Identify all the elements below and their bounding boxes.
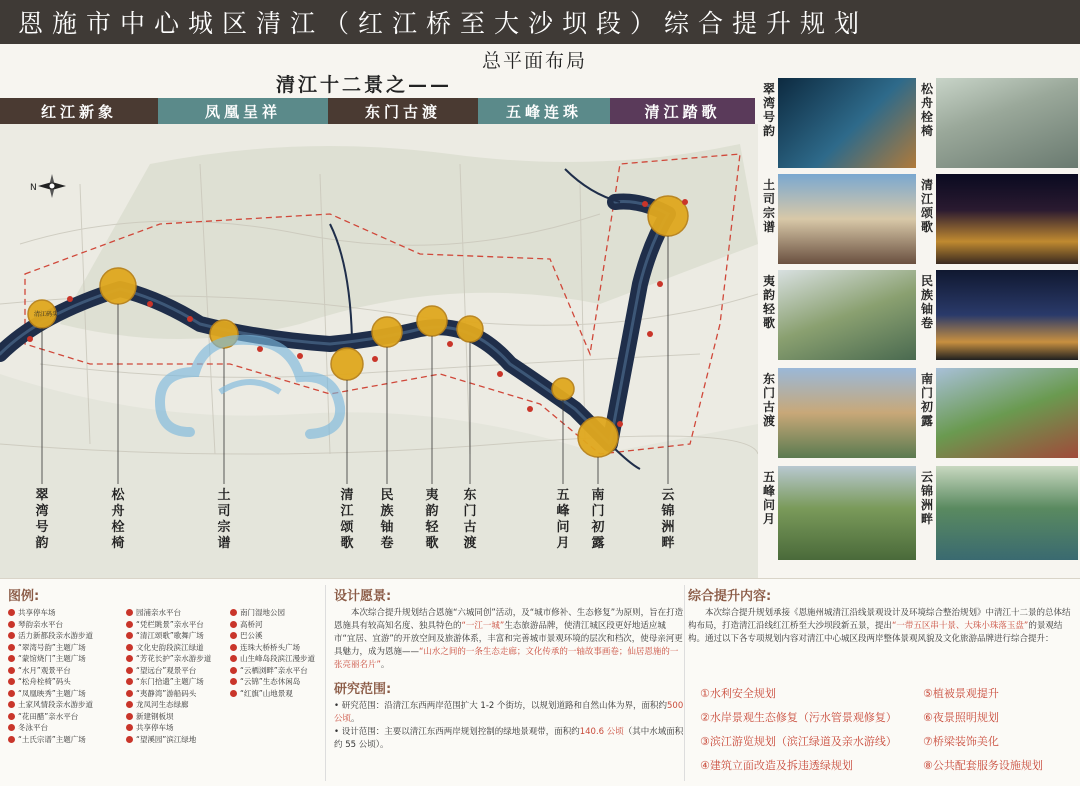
legend-item: 冬泳平台 xyxy=(8,722,114,734)
legend-marker xyxy=(126,713,133,720)
legend-marker xyxy=(126,621,133,628)
node-label: 清江码头 xyxy=(34,311,59,318)
master-plan-map xyxy=(0,124,758,578)
legend-marker xyxy=(230,621,237,628)
legend-marker xyxy=(126,724,133,731)
legend-item: 南门湿地公园 xyxy=(230,607,336,619)
content-item: ⑥夜景照明规划 xyxy=(923,711,999,724)
content-intro: 本次综合提升规划承接《恩施州城清江沿线景观设计及环境综合整治规划》中清江十二景的总体结构布局，打造清江沿线红江桥至大沙坝段新五景，提出“一带五区串十景、大珠小珠落玉盘”的景观结构。通过以下各专项规划内容对清江中心城区段两岸整体景观风貌及文化旅游品牌进行综合提升： xyxy=(688,608,1071,644)
callout-dongmen: 东门古渡 xyxy=(463,488,477,551)
legend-item: “松舟栓椅”码头 xyxy=(8,676,114,688)
photo-image xyxy=(936,174,1078,264)
legend-marker xyxy=(230,655,237,662)
legend-item: 活力新都段亲水游步道 xyxy=(8,630,114,642)
photo-row xyxy=(760,270,1078,360)
legend-item: “望远台”观景平台 xyxy=(126,665,232,677)
legend-item: “凤凰映秀”主题广场 xyxy=(8,688,114,700)
legend-item: 文化史韵段滨江绿道 xyxy=(126,642,232,654)
photo-caption: 土司宗谱 xyxy=(762,178,775,234)
legend-item: 山生峰岛段滨江漫步道 xyxy=(230,653,336,665)
photo-image xyxy=(778,368,916,458)
legend-item: “云栖浏畔”亲水平台 xyxy=(230,665,336,677)
photo-image xyxy=(936,270,1078,360)
callout-songzhou: 松舟栓椅 xyxy=(111,488,125,551)
callout-tusi: 土司宗谱 xyxy=(217,488,231,551)
content-item: ④建筑立面改造及拆违透绿规划 xyxy=(700,759,853,772)
photo-row xyxy=(760,466,1078,560)
legend-item: 共享停车场 xyxy=(8,607,114,619)
legend-marker xyxy=(8,736,15,743)
content-item: ⑧公共配套服务设施规划 xyxy=(923,759,1043,772)
legend-marker xyxy=(8,713,15,720)
legend-marker xyxy=(8,655,15,662)
legend-item: 龙凤河生态绿廊 xyxy=(126,699,232,711)
legend-item: 连珠大桥桥头广场 xyxy=(230,642,336,654)
tab-dongmen[interactable]: 东门古渡 xyxy=(328,98,478,124)
legend-item: 新建钢板坝 xyxy=(126,711,232,723)
subtitle: 总平面布局 xyxy=(482,50,588,72)
legend-marker xyxy=(230,632,237,639)
content-item: ③滨江游览规划（滨江绿道及亲水游线） xyxy=(700,735,897,748)
callout-wufeng: 五峰问月 xyxy=(556,488,570,551)
photo-image xyxy=(778,466,916,560)
legend-item: 园浦亲水平台 xyxy=(126,607,232,619)
page-title: 恩施市中心城区清江（红江桥至大沙坝段）综合提升规划 xyxy=(18,9,869,38)
content-item: ⑦桥梁装饰美化 xyxy=(923,735,999,748)
photo-image xyxy=(936,466,1078,560)
photo-caption: 夷韵轻歌 xyxy=(762,274,775,330)
research-title: 研究范围: xyxy=(334,682,392,697)
photo-caption: 五峰问月 xyxy=(762,470,775,526)
legend-marker xyxy=(126,736,133,743)
legend-item: 高桥河 xyxy=(230,619,336,631)
legend-marker xyxy=(8,678,15,685)
photo-image xyxy=(936,78,1078,168)
content-item: ②水岸景观生态修复（污水管景观修复） xyxy=(700,711,897,724)
scenic-heading: 清江十二景之—— xyxy=(276,74,453,96)
legend-title: 图例: xyxy=(8,589,40,604)
legend-column xyxy=(230,607,336,699)
legend-item: “凭栏眺景”亲水平台 xyxy=(126,619,232,631)
scenic-photo-grid xyxy=(760,78,1078,560)
callout-yunjin: 云锦洲畔 xyxy=(661,488,675,551)
legend-marker xyxy=(8,701,15,708)
legend-item: “花田醋”亲水平台 xyxy=(8,711,114,723)
legend-item: “东门拾遗”主题广场 xyxy=(126,676,232,688)
legend-item: 土家风情段亲水游步道 xyxy=(8,699,114,711)
legend-marker xyxy=(126,690,133,697)
vision-text: 本次综合提升规划结合恩施“六城同创”活动，及“城市修补、生态修复”为原则，旨在打造恩施具有较高知名度、独具特色的“一江一城”生态旅游品牌，使清江城区段更好地适应城市“宜居、宜游”的开放空间及旅游体系，丰富和完善城市景观环境的层次和档次，使母亲河更具魅力，成为恩施——“山水之间的一条生态走廊；文化传承的一轴故事画卷；仙居恩施的一张亮丽名片”。 xyxy=(334,608,684,670)
legend-item: “翠湾号韵”主题广场 xyxy=(8,642,114,654)
legend-marker xyxy=(8,724,15,731)
content-item: ①水利安全规划 xyxy=(700,687,776,700)
tab-fenghuang[interactable]: 凤凰呈祥 xyxy=(158,98,328,124)
legend-item: “望溪园”滨江绿地 xyxy=(126,734,232,746)
callout-minzu: 民族铀卷 xyxy=(380,488,394,551)
research-text-1: • 研究范围：沿清江东西两岸范围扩大 1-2 个街坊，以规划道路和自然山体为界，面积约500 公顷。 xyxy=(334,701,684,724)
vision-title: 设计愿景: xyxy=(334,589,392,604)
legend-column xyxy=(8,607,114,745)
content-item: ⑤植被景观提升 xyxy=(923,687,999,700)
legend-marker xyxy=(126,701,133,708)
legend-marker xyxy=(8,667,15,674)
legend-marker xyxy=(126,644,133,651)
photo-caption: 清江颂歌 xyxy=(920,178,933,234)
legend-item: 巴公溪 xyxy=(230,630,336,642)
scene-tabs xyxy=(0,98,755,124)
callout-qingjiang-songge: 清江颂歌 xyxy=(340,488,354,551)
photo-row xyxy=(760,368,1078,458)
tab-wufeng[interactable]: 五峰连珠 xyxy=(478,98,610,124)
legend-column xyxy=(126,607,232,745)
legend-item: “蒙馆烧门”主题广场 xyxy=(8,653,114,665)
legend-item: “红旗”山地景观 xyxy=(230,688,336,700)
callout-cuiwan: 翠湾号韵 xyxy=(35,488,49,551)
photo-caption: 云锦洲畔 xyxy=(920,470,933,526)
bottom-panels xyxy=(0,578,1080,786)
photo-row xyxy=(760,174,1078,264)
legend-item: “清江颂歌”歌舞广场 xyxy=(126,630,232,642)
photo-caption: 南门初露 xyxy=(920,372,933,428)
legend-marker xyxy=(8,609,15,616)
legend-marker xyxy=(230,690,237,697)
legend-item: “水月”观景平台 xyxy=(8,665,114,677)
title-bar xyxy=(0,0,1080,44)
legend-marker xyxy=(230,609,237,616)
legend-marker xyxy=(8,690,15,697)
legend-item: 琴韵亲水平台 xyxy=(8,619,114,631)
legend-marker xyxy=(230,678,237,685)
design-vision-panel xyxy=(325,585,685,781)
content-title: 综合提升内容: xyxy=(688,589,772,604)
improvement-content-panel xyxy=(688,585,1073,781)
legend-marker xyxy=(126,678,133,685)
callout-nanmen: 南门初露 xyxy=(591,488,605,551)
photo-caption: 民族铀卷 xyxy=(920,274,933,330)
photo-image xyxy=(778,174,916,264)
tab-qingjiang[interactable]: 清江踏歌 xyxy=(610,98,755,124)
legend-marker xyxy=(8,621,15,628)
compass-label: N xyxy=(30,183,37,193)
legend-item: “云锦”生态休闲岛 xyxy=(230,676,336,688)
legend-marker xyxy=(126,655,133,662)
photo-image xyxy=(778,270,916,360)
legend-marker xyxy=(126,667,133,674)
tab-hongjiang[interactable]: 红江新象 xyxy=(0,98,158,124)
legend-marker xyxy=(8,632,15,639)
photo-caption: 东门古渡 xyxy=(762,372,775,428)
legend-item: “土氏宗谱”主题广场 xyxy=(8,734,114,746)
legend-marker xyxy=(8,644,15,651)
legend-item: “夷静湾”游船码头 xyxy=(126,688,232,700)
photo-image xyxy=(778,78,916,168)
legend-marker xyxy=(230,667,237,674)
legend-marker xyxy=(126,632,133,639)
legend-marker xyxy=(230,644,237,651)
photo-row xyxy=(760,78,1078,168)
callout-yiyun: 夷韵轻歌 xyxy=(425,488,439,551)
research-text-2: • 设计范围：主要以清江东西两岸规划控制的绿地景观带，面积约140.6 公顷（其中水域面积约 55 公顷）。 xyxy=(334,727,684,750)
legend-item: “芳花长护”亲水游步道 xyxy=(126,653,232,665)
photo-image xyxy=(936,368,1078,458)
legend xyxy=(8,585,318,781)
legend-marker xyxy=(126,609,133,616)
legend-item: 共享停车场 xyxy=(126,722,232,734)
photo-caption: 松舟栓椅 xyxy=(920,82,933,138)
photo-caption: 翠湾号韵 xyxy=(762,82,775,138)
